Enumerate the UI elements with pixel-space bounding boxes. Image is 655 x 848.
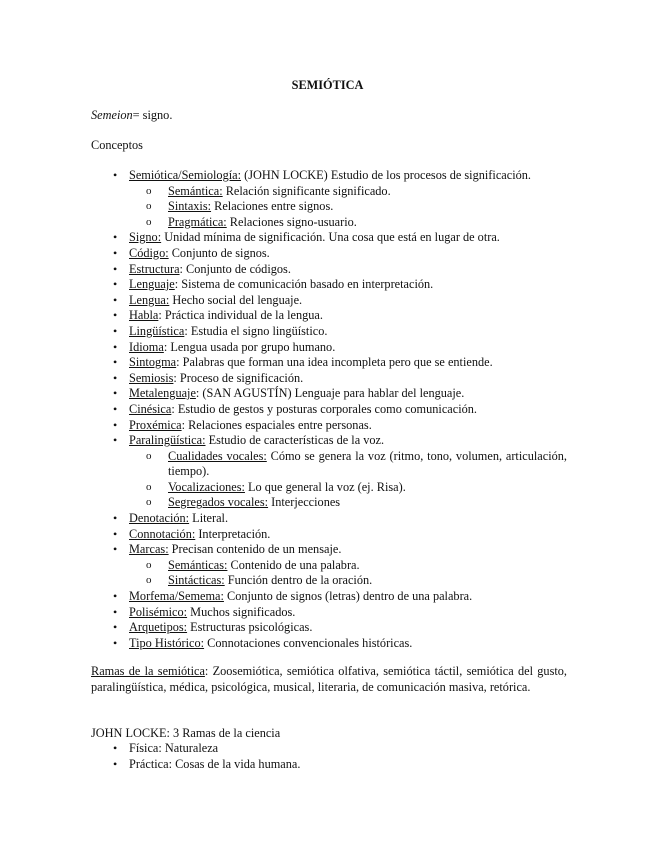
bullet-icon: •	[113, 386, 118, 401]
bullet-icon: •	[113, 168, 118, 182]
concept-subitem	[129, 573, 567, 589]
concept-definition: : Proceso de significación.	[173, 370, 304, 385]
bullet-icon: •	[113, 339, 118, 354]
locke-branch-item	[91, 741, 567, 757]
subconcept-definition: Relaciones signo-usuario.	[226, 214, 357, 229]
concept-item	[91, 371, 567, 387]
bullet-icon: •	[113, 604, 118, 619]
concept-definition: Conjunto de signos.	[168, 245, 270, 260]
concept-definition: Estudio de características de la voz.	[205, 433, 385, 448]
concept-item	[91, 511, 567, 527]
bullet-icon: •	[113, 245, 118, 260]
concept-term: Proxémica	[129, 417, 182, 432]
subconcept-term: Pragmática:	[168, 214, 227, 229]
concept-term: Paralingüística:	[129, 433, 206, 448]
bullet-icon: •	[113, 401, 118, 416]
concept-term: Connotación:	[129, 526, 196, 541]
concept-term: Lengua:	[129, 292, 170, 307]
concept-definition: : Palabras que forman una idea incompleta pero que se entiende.	[176, 355, 493, 370]
concept-subitem	[129, 215, 567, 231]
bullet-icon: •	[113, 756, 118, 771]
concept-item	[91, 386, 567, 402]
concept-term: Código:	[129, 245, 169, 260]
bullet-icon: •	[113, 370, 118, 385]
subconcept-term: Vocalizaciones:	[168, 479, 245, 494]
subconcept-definition: Interjecciones	[268, 495, 341, 510]
locke-branch-text: Física: Naturaleza	[129, 741, 219, 755]
concept-item	[91, 527, 567, 543]
subconcept-term: Segregados vocales:	[168, 495, 269, 510]
concept-definition: (JOHN LOCKE) Estudio de los procesos de significación.	[241, 168, 531, 182]
concept-definition: Precisan contenido de un mensaje.	[168, 542, 342, 557]
concept-definition: : Conjunto de códigos.	[179, 261, 291, 276]
concept-term: Cinésica	[129, 401, 172, 416]
concept-definition: Interpretación.	[195, 526, 271, 541]
concept-definition: : Relaciones espaciales entre personas.	[181, 417, 372, 432]
bullet-icon: •	[113, 323, 118, 338]
bullet-icon: •	[113, 417, 118, 432]
concept-item	[91, 246, 567, 262]
conceptos-heading: Conceptos	[91, 138, 143, 152]
concept-term: Arquetipos:	[129, 620, 188, 635]
bullet-icon: •	[113, 526, 118, 541]
locke-branch-text: Práctica: Cosas de la vida humana.	[129, 756, 301, 771]
concept-list	[91, 168, 567, 651]
concept-item	[91, 230, 567, 246]
concept-item	[91, 355, 567, 371]
bullet-icon: •	[113, 230, 118, 245]
bullet-icon: •	[113, 542, 118, 557]
concept-subitem	[129, 558, 567, 574]
concept-term: Marcas:	[129, 542, 169, 557]
sub-bullet-icon: o	[146, 215, 152, 228]
concept-item	[91, 636, 567, 652]
bullet-icon: •	[113, 261, 118, 276]
concept-item	[91, 402, 567, 418]
subconcept-term: Sintácticas:	[168, 573, 225, 588]
subconcept-definition: Relación significante significado.	[222, 183, 391, 198]
concept-term: Estructura	[129, 261, 180, 276]
concept-definition: : (SAN AGUSTÍN) Lenguaje para hablar del lenguaje.	[195, 386, 465, 401]
concept-term: Lenguaje	[129, 277, 175, 292]
concept-item	[91, 620, 567, 636]
concept-item	[91, 418, 567, 434]
concept-term: Denotación:	[129, 511, 190, 526]
concept-definition: : Práctica individual de la lengua.	[158, 308, 323, 323]
subconcept-definition: Cómo se genera la voz (ritmo, tono, volumen, articulación, tiempo).	[168, 448, 567, 479]
concept-definition: : Estudia el signo lingüístico.	[184, 323, 328, 338]
semeion-term: Semeion	[91, 108, 133, 122]
concept-definition: : Estudio de gestos y posturas corporales como comunicación.	[171, 401, 477, 416]
semeion-line	[91, 108, 567, 124]
concept-sublist	[129, 184, 567, 231]
concept-term: Signo:	[129, 230, 162, 245]
concept-item	[91, 433, 567, 511]
concept-term: Morfema/Semema:	[129, 589, 224, 604]
locke-branch-list	[91, 741, 567, 772]
sub-bullet-icon: o	[146, 558, 152, 571]
bullet-icon: •	[113, 433, 118, 448]
bullet-icon: •	[113, 635, 118, 650]
document-title: SEMIÓTICA	[291, 78, 364, 92]
concept-term: Tipo Histórico:	[129, 635, 205, 650]
locke-heading: JOHN LOCKE: 3 Ramas de la ciencia	[91, 726, 281, 740]
concept-item	[91, 262, 567, 278]
concept-item	[91, 324, 567, 340]
concept-item	[91, 293, 567, 309]
concept-definition: Hecho social del lenguaje.	[169, 292, 303, 307]
sub-bullet-icon: o	[146, 480, 152, 493]
concept-definition: Estructuras psicológicas.	[187, 620, 313, 635]
ramas-term: Ramas de la semiótica	[91, 664, 205, 678]
subconcept-term: Semántica:	[168, 183, 223, 198]
bullet-icon: •	[113, 308, 118, 323]
subconcept-definition: Función dentro de la oración.	[224, 573, 373, 588]
concept-sublist	[129, 558, 567, 589]
concept-definition: : Sistema de comunicación basado en interpretación.	[174, 277, 434, 292]
bullet-icon: •	[113, 589, 118, 604]
concept-term: Habla	[129, 308, 159, 323]
bullet-icon: •	[113, 292, 118, 307]
concept-item	[91, 605, 567, 621]
subconcept-term: Semánticas:	[168, 557, 228, 572]
bullet-icon: •	[113, 620, 118, 635]
concept-term: Lingüística	[129, 323, 185, 338]
concept-definition: Connotaciones convencionales históricas.	[204, 635, 413, 650]
bullet-icon: •	[113, 741, 118, 755]
concept-definition: Conjunto de signos (letras) dentro de una palabra.	[223, 589, 473, 604]
concept-item	[91, 277, 567, 293]
concept-term: Metalenguaje	[129, 386, 196, 401]
concept-subitem	[129, 480, 567, 496]
concept-item	[91, 589, 567, 605]
concept-definition: : Lengua usada por grupo humano.	[163, 339, 336, 354]
concept-term: Sintogma	[129, 355, 177, 370]
ramas-definition: : Zoosemiótica, semiótica olfativa, semiótica táctil, semiótica del gusto, paralingüística, médica, psicológica, musical, literaria, de comunicación masiva, retórica.	[91, 664, 567, 694]
subconcept-definition: Relaciones entre signos.	[211, 199, 334, 214]
bullet-icon: •	[113, 355, 118, 370]
concept-subitem	[129, 184, 567, 200]
bullet-icon: •	[113, 277, 118, 292]
subconcept-definition: Lo que general la voz (ej. Risa).	[244, 479, 406, 494]
concept-term: Semiosis	[129, 370, 174, 385]
concept-term: Semiótica/Semiología:	[129, 168, 242, 182]
concept-subitem	[129, 449, 567, 480]
sub-bullet-icon: o	[146, 496, 152, 509]
sub-bullet-icon: o	[146, 574, 152, 587]
concept-item	[91, 340, 567, 356]
sub-bullet-icon: o	[146, 200, 152, 213]
locke-branch-item	[91, 757, 567, 773]
concept-definition: Literal.	[189, 511, 229, 526]
semeion-definition: = signo.	[132, 108, 173, 122]
concept-item	[91, 542, 567, 589]
concept-item	[91, 308, 567, 324]
bullet-icon: •	[113, 511, 118, 526]
subconcept-definition: Contenido de una palabra.	[227, 557, 360, 572]
concept-definition: Muchos significados.	[187, 604, 296, 619]
sub-bullet-icon: o	[146, 184, 152, 197]
concept-term: Polisémico:	[129, 604, 188, 619]
ramas-paragraph	[91, 664, 567, 695]
concept-definition: Unidad mínima de significación. Una cosa que está en lugar de otra.	[161, 230, 500, 245]
subconcept-term: Sintaxis:	[168, 199, 212, 214]
sub-bullet-icon: o	[146, 449, 152, 462]
subconcept-term: Cualidades vocales:	[168, 448, 267, 463]
concept-subitem	[129, 495, 567, 511]
concept-sublist	[129, 449, 567, 511]
concept-subitem	[129, 199, 567, 215]
concept-item	[91, 168, 567, 230]
concept-term: Idioma	[129, 339, 164, 354]
